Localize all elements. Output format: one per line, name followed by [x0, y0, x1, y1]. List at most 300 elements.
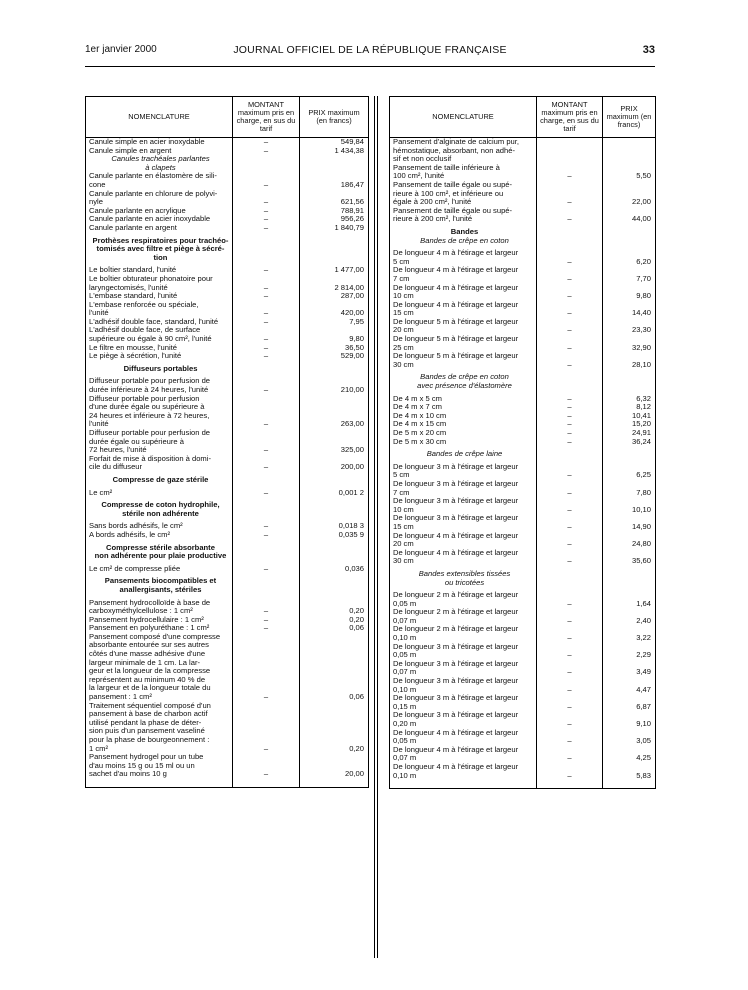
montant-value: – [567, 599, 572, 608]
item-description: Le cm² de compresse pliée [89, 564, 181, 573]
montant-value: – [567, 403, 572, 412]
item-description: De longueur 3 m à l'étirage et largeur [393, 659, 519, 668]
item-description: 5 cm [393, 257, 410, 266]
prix-value [300, 377, 368, 386]
prix-value: 0,001 2 [338, 488, 364, 497]
montant-value [233, 190, 299, 199]
item-description: De longueur 4 m à l'étirage et largeur [393, 745, 519, 754]
prix-value [603, 181, 655, 190]
item-description: L'embase renforcée ou spéciale, [89, 300, 199, 309]
montant-value [233, 501, 299, 510]
montant-value [233, 762, 299, 771]
prix-value [300, 326, 368, 335]
prix-value [300, 650, 368, 659]
montant-value: – [263, 624, 269, 633]
prix-value: 24,80 [631, 540, 651, 549]
montant-value: – [567, 198, 572, 207]
prix-value: 7,70 [636, 274, 651, 283]
item-description: 15 cm [393, 309, 414, 318]
prix-value: 325,00 [340, 446, 364, 455]
item-description: pansement à base de charbon actif [89, 710, 208, 719]
prix-value: 3,49 [636, 668, 651, 677]
prix-value: 36,50 [344, 343, 364, 352]
prix-value [603, 138, 655, 147]
montant-value [537, 763, 602, 772]
prix-value: 287,00 [340, 292, 364, 301]
item-description: sif et non occlusif [393, 155, 452, 164]
montant-value: – [567, 215, 572, 224]
prix-value [300, 412, 368, 421]
montant-value: – [263, 266, 269, 275]
prix-value [603, 207, 655, 216]
col-header-nomenclature: NOMENCLATURE [390, 97, 537, 138]
prix-value [300, 659, 368, 668]
montant-value [537, 625, 602, 634]
montant-value: – [567, 720, 572, 728]
prix-value: 4,25 [636, 754, 651, 763]
prix-value [603, 763, 655, 772]
item-description: geur et la longueur de la compresse [89, 667, 211, 676]
item-description: Canule parlante en acrylique [89, 206, 186, 215]
prix-value [603, 190, 655, 199]
montant-value [537, 147, 602, 156]
item-description: Canule simple en argent [89, 146, 172, 155]
section-heading: non adhérente pour plaie productive [94, 552, 227, 561]
prix-value [603, 266, 655, 275]
montant-value [537, 181, 602, 190]
prix-value [300, 736, 368, 745]
item-description: d'au moins 15 g ou 15 ml ou un [89, 761, 195, 770]
item-description: De 5 m x 20 cm [393, 429, 447, 437]
montant-value [537, 549, 602, 558]
montant-value: – [567, 737, 572, 746]
montant-value: – [263, 215, 269, 224]
montant-value: – [567, 471, 572, 480]
prix-value: 0,018 3 [338, 522, 364, 531]
montant-value [537, 514, 602, 523]
item-description: supérieure ou égale à 90 cm², l'unité [89, 335, 212, 344]
item-description: rieure à 100 cm², et inférieure ou [393, 189, 504, 198]
tariff-table-right [389, 96, 656, 789]
prix-value [603, 318, 655, 327]
item-description: De longueur 4 m à l'étirage et largeur [393, 283, 519, 292]
prix-value [603, 373, 655, 382]
prix-value: 15,20 [631, 420, 651, 429]
item-description: 0,07 m [393, 616, 417, 625]
item-description: utilisé pendant la phase de déter- [89, 718, 202, 727]
column-divider [377, 96, 378, 958]
montant-value [537, 228, 602, 237]
montant-value [537, 677, 602, 686]
item-description: d'une durée égale ou supérieure à [89, 403, 205, 412]
prix-value [300, 599, 368, 608]
montant-value [537, 249, 602, 258]
montant-value: – [567, 616, 572, 625]
montant-value [233, 377, 299, 386]
item-description: Pansement de taille égale ou supé- [393, 180, 513, 189]
montant-value: – [567, 420, 572, 429]
item-description: absorbante entourée sur ses autres [89, 641, 209, 650]
montant-value: – [567, 343, 572, 352]
item-description: De 4 m x 15 cm [393, 420, 447, 429]
item-description: Pansement composé d'une compresse [89, 632, 221, 641]
prix-value: 23,30 [631, 326, 651, 335]
montant-value [233, 544, 299, 553]
prix-value: 9,10 [636, 720, 651, 728]
montant-value [233, 710, 299, 719]
col-header-prix: PRIX maximum (en francs) [603, 97, 656, 138]
item-description: De 4 m x 5 cm [393, 394, 442, 403]
issue-date: 1er janvier 2000 [85, 44, 157, 55]
section-heading: Pansements biocompatibles et [104, 577, 217, 586]
prix-value: 200,00 [340, 463, 364, 472]
item-description: A bords adhésifs, le cm² [89, 530, 171, 539]
item-description: De 4 m x 10 cm [393, 411, 447, 420]
prix-value [300, 455, 368, 464]
montant-value [537, 660, 602, 669]
prix-value [603, 677, 655, 686]
item-description: 20 cm [393, 326, 414, 335]
prix-value: 35,60 [631, 557, 651, 566]
item-description: De longueur 2 m à l'étirage et largeur [393, 608, 519, 617]
item-description: Pansement hydrogel pour un tube [89, 753, 204, 762]
item-description: Diffuseur portable pour perfusion [89, 394, 200, 403]
item-description: hémostatique, absorbant, non adhé- [393, 146, 516, 155]
item-description: 0,05 m [393, 737, 417, 746]
montant-value [537, 266, 602, 275]
prix-value [300, 237, 368, 246]
prix-value: 788,91 [340, 206, 364, 215]
montant-value [537, 284, 602, 293]
montant-value: – [567, 326, 572, 335]
montant-value [537, 207, 602, 216]
montant-value: – [263, 488, 269, 497]
item-description: 0,07 m [393, 668, 417, 677]
prix-value [300, 395, 368, 404]
prix-value [300, 501, 368, 510]
montant-value [233, 254, 299, 263]
montant-value: – [567, 488, 572, 497]
montant-value: – [567, 172, 572, 181]
montant-value [233, 510, 299, 519]
montant-value: – [567, 292, 572, 301]
item-description: nyle [89, 198, 103, 207]
prix-value [603, 335, 655, 344]
prix-value [603, 694, 655, 703]
prix-value [603, 463, 655, 472]
prix-value [603, 237, 655, 246]
montant-value: – [567, 651, 572, 660]
prix-value [300, 254, 368, 263]
montant-value: – [567, 394, 572, 403]
montant-value [233, 164, 299, 173]
montant-value [233, 412, 299, 421]
item-description: De 4 m x 7 cm [393, 403, 442, 412]
prix-value [300, 245, 368, 254]
item-description: Canule parlante en élastomère de sili- [89, 172, 217, 181]
section-heading: Bandes de crêpe laine [426, 450, 503, 459]
montant-value: – [567, 771, 572, 780]
montant-value: – [567, 540, 572, 549]
section-heading: Bandes de crêpe en coton [420, 373, 509, 382]
montant-value: – [567, 685, 572, 694]
prix-value [300, 552, 368, 561]
item-description: 0,10 m [393, 634, 417, 643]
item-description: sachet d'au moins 10 g [89, 770, 167, 779]
montant-value [233, 245, 299, 254]
item-description: 24 heures et inférieure à 72 heures, [89, 411, 210, 420]
montant-value [537, 608, 602, 617]
prix-value: 3,05 [636, 737, 651, 746]
montant-value: – [263, 309, 269, 318]
prix-value: 210,00 [340, 386, 364, 395]
prix-value [300, 676, 368, 685]
prix-value [300, 301, 368, 310]
prix-value [603, 284, 655, 293]
montant-value: – [263, 146, 269, 155]
item-description: De longueur 4 m à l'étirage et largeur [393, 300, 519, 309]
montant-value: – [263, 198, 269, 207]
page-number: 33 [642, 44, 655, 56]
prix-value [300, 762, 368, 771]
montant-value: – [567, 437, 572, 446]
montant-value: – [567, 754, 572, 763]
montant-value: – [263, 522, 269, 531]
item-description: Le filtre en mousse, l'unité [89, 343, 177, 352]
section-heading: Canules trachéales parlantes [111, 155, 210, 164]
prix-value [300, 577, 368, 586]
item-description: De longueur 3 m à l'étirage et largeur [393, 514, 519, 523]
montant-value: – [567, 411, 572, 420]
montant-value [233, 641, 299, 650]
item-description: 20 cm [393, 540, 414, 549]
montant-value [233, 702, 299, 711]
montant-value [537, 190, 602, 199]
prix-value: 7,95 [349, 317, 364, 326]
item-description: Canule parlante en acier inoxydable [89, 215, 211, 224]
prix-value [603, 579, 655, 588]
montant-value [233, 455, 299, 464]
item-description: 0,15 m [393, 702, 417, 711]
montant-value [233, 586, 299, 595]
montant-value: – [567, 634, 572, 643]
section-heading: à clapets [145, 163, 176, 172]
prix-value [300, 719, 368, 728]
montant-value [537, 237, 602, 246]
montant-value: – [263, 530, 269, 539]
item-description: sion puis d'un pansement vaseliné [89, 727, 205, 736]
prix-value: 0,035 9 [338, 530, 364, 539]
prix-value: 4,47 [636, 685, 651, 694]
prix-column [603, 138, 656, 781]
item-description: cile du diffuseur [89, 463, 143, 472]
item-description: 30 cm [393, 360, 414, 369]
section-heading: tomisés avec filtre et piège à sécré- [96, 245, 225, 254]
item-description: Canule parlante en argent [89, 223, 177, 232]
prix-value [603, 497, 655, 506]
montant-value [233, 577, 299, 586]
montant-value: – [263, 744, 269, 753]
item-description: L'embase standard, l'unité [89, 292, 178, 301]
montant-value [537, 729, 602, 738]
montant-value [537, 579, 602, 588]
montant-value [537, 711, 602, 720]
nomenclature-column [390, 138, 537, 781]
montant-value [233, 650, 299, 659]
item-description: De longueur 5 m à l'étirage et largeur [393, 352, 519, 361]
montant-value [537, 532, 602, 541]
item-description: 7 cm [393, 488, 410, 497]
item-description: Canule simple en acier inoxydable [89, 138, 205, 146]
prix-value: 44,00 [631, 215, 651, 224]
item-description: Forfait de mise à disposition à domi- [89, 454, 211, 463]
prix-value: 14,90 [631, 522, 651, 531]
montant-value: – [263, 292, 269, 301]
montant-column [233, 138, 300, 779]
prix-value: 6,87 [636, 702, 651, 711]
section-heading: avec présence d'élastomère [417, 382, 512, 391]
montant-value: – [263, 607, 269, 616]
prix-value [603, 711, 655, 720]
item-description: De longueur 3 m à l'étirage et largeur [393, 462, 519, 471]
item-description: cone [89, 180, 106, 189]
prix-value [300, 702, 368, 711]
prix-value: 9,80 [349, 335, 364, 344]
item-description: De longueur 4 m à l'étirage et largeur [393, 548, 519, 557]
montant-value [233, 659, 299, 668]
montant-value [233, 727, 299, 736]
prix-value [603, 164, 655, 173]
section-heading: tion [153, 253, 168, 262]
col-header-montant: MONTANT maximum pris en charge, en sus du tarif [537, 97, 603, 138]
montant-value: – [263, 615, 269, 624]
montant-value [233, 429, 299, 438]
prix-value [300, 710, 368, 719]
header-rule [85, 66, 655, 67]
montant-value: – [263, 343, 269, 352]
montant-value: – [263, 283, 269, 292]
montant-value [537, 318, 602, 327]
prix-value [300, 429, 368, 438]
prix-value [300, 190, 368, 199]
item-description: représentent au minimum 40 % de [89, 675, 206, 684]
item-description: pansement : 1 cm² [89, 693, 152, 702]
section-heading: ou tricotées [444, 578, 485, 587]
prix-value: 6,32 [636, 394, 651, 403]
item-description: De longueur 2 m à l'étirage et largeur [393, 591, 519, 600]
col-header-nomenclature: NOMENCLATURE [86, 97, 233, 138]
item-description: 1 cm² [89, 744, 108, 753]
montant-value [233, 326, 299, 335]
item-description: L'adhésif double face, de surface [89, 326, 201, 335]
montant-value [537, 570, 602, 579]
prix-value [300, 544, 368, 553]
prix-value: 1 477,00 [334, 266, 364, 275]
col-header-prix: PRIX maximum (en francs) [300, 97, 369, 138]
montant-value [233, 599, 299, 608]
prix-value [603, 660, 655, 669]
item-description: 10 cm [393, 505, 414, 514]
item-description: De longueur 3 m à l'étirage et largeur [393, 479, 519, 488]
montant-value [537, 591, 602, 600]
montant-value [537, 746, 602, 755]
montant-value [233, 365, 299, 374]
item-description: Diffuseur portable pour perfusion de [89, 377, 211, 386]
prix-value [300, 275, 368, 284]
montant-value [233, 403, 299, 412]
prix-value: 32,90 [631, 343, 651, 352]
prix-value: 956,26 [340, 215, 364, 224]
item-description: 30 cm [393, 557, 414, 566]
prix-value [603, 549, 655, 558]
montant-value [233, 438, 299, 447]
item-description: l'unité [89, 309, 109, 318]
prix-value: 28,10 [631, 360, 651, 369]
prix-value [300, 641, 368, 650]
item-description: Pansement de taille inférieure à [393, 163, 500, 172]
montant-value [537, 373, 602, 382]
prix-value [603, 514, 655, 523]
prix-value [300, 633, 368, 642]
item-description: Le boîtier standard, l'unité [89, 266, 177, 275]
prix-value [603, 147, 655, 156]
prix-value [603, 352, 655, 361]
prix-value: 1 434,38 [334, 146, 364, 155]
section-heading: stérile non adhérente [122, 509, 199, 518]
item-description: l'unité [89, 420, 109, 429]
prix-value [300, 172, 368, 181]
prix-value [603, 228, 655, 237]
item-description: 0,05 m [393, 651, 417, 660]
section-heading: Diffuseurs portables [123, 364, 198, 373]
prix-value: 2,40 [636, 616, 651, 625]
prix-value [603, 480, 655, 489]
item-description: rieure à 200 cm², l'unité [393, 215, 473, 224]
item-description: 0,05 m [393, 599, 417, 608]
item-description: De longueur 5 m à l'étirage et largeur [393, 317, 519, 326]
montant-value [537, 155, 602, 164]
prix-value: 0,036 [344, 564, 364, 573]
tariff-table-left [85, 96, 369, 788]
prix-value [603, 591, 655, 600]
prix-value [603, 155, 655, 164]
item-description: Pansement de taille égale ou supé- [393, 206, 513, 215]
item-description: De longueur 2 m à l'étirage et largeur [393, 625, 519, 634]
item-description: De longueur 3 m à l'étirage et largeur [393, 711, 519, 720]
section-heading: Bandes de crêpe en coton [420, 236, 509, 245]
item-description: Canule parlante en chlorure de polyvi- [89, 189, 218, 198]
item-description: 25 cm [393, 343, 414, 352]
item-description: laryngectomisés, l'unité [89, 283, 168, 292]
item-description: Le piège à sécrétion, l'unité [89, 352, 182, 361]
montant-value: – [263, 180, 269, 189]
item-description: 10 cm [393, 292, 414, 301]
montant-value: – [263, 693, 269, 702]
prix-value [603, 532, 655, 541]
prix-value: 14,40 [631, 309, 651, 318]
montant-value [537, 164, 602, 173]
item-description: 0,10 m [393, 685, 417, 694]
item-description: la largeur et de la longueur totale du [89, 684, 211, 693]
montant-value: – [567, 309, 572, 318]
section-heading: Compresse de gaze stérile [112, 475, 209, 484]
item-description: De longueur 4 m à l'étirage et largeur [393, 728, 519, 737]
item-description: égale à 200 cm², l'unité [393, 198, 472, 207]
prix-value: 2,29 [636, 651, 651, 660]
montant-value [233, 633, 299, 642]
prix-value: 7,80 [636, 488, 651, 497]
prix-value [300, 403, 368, 412]
